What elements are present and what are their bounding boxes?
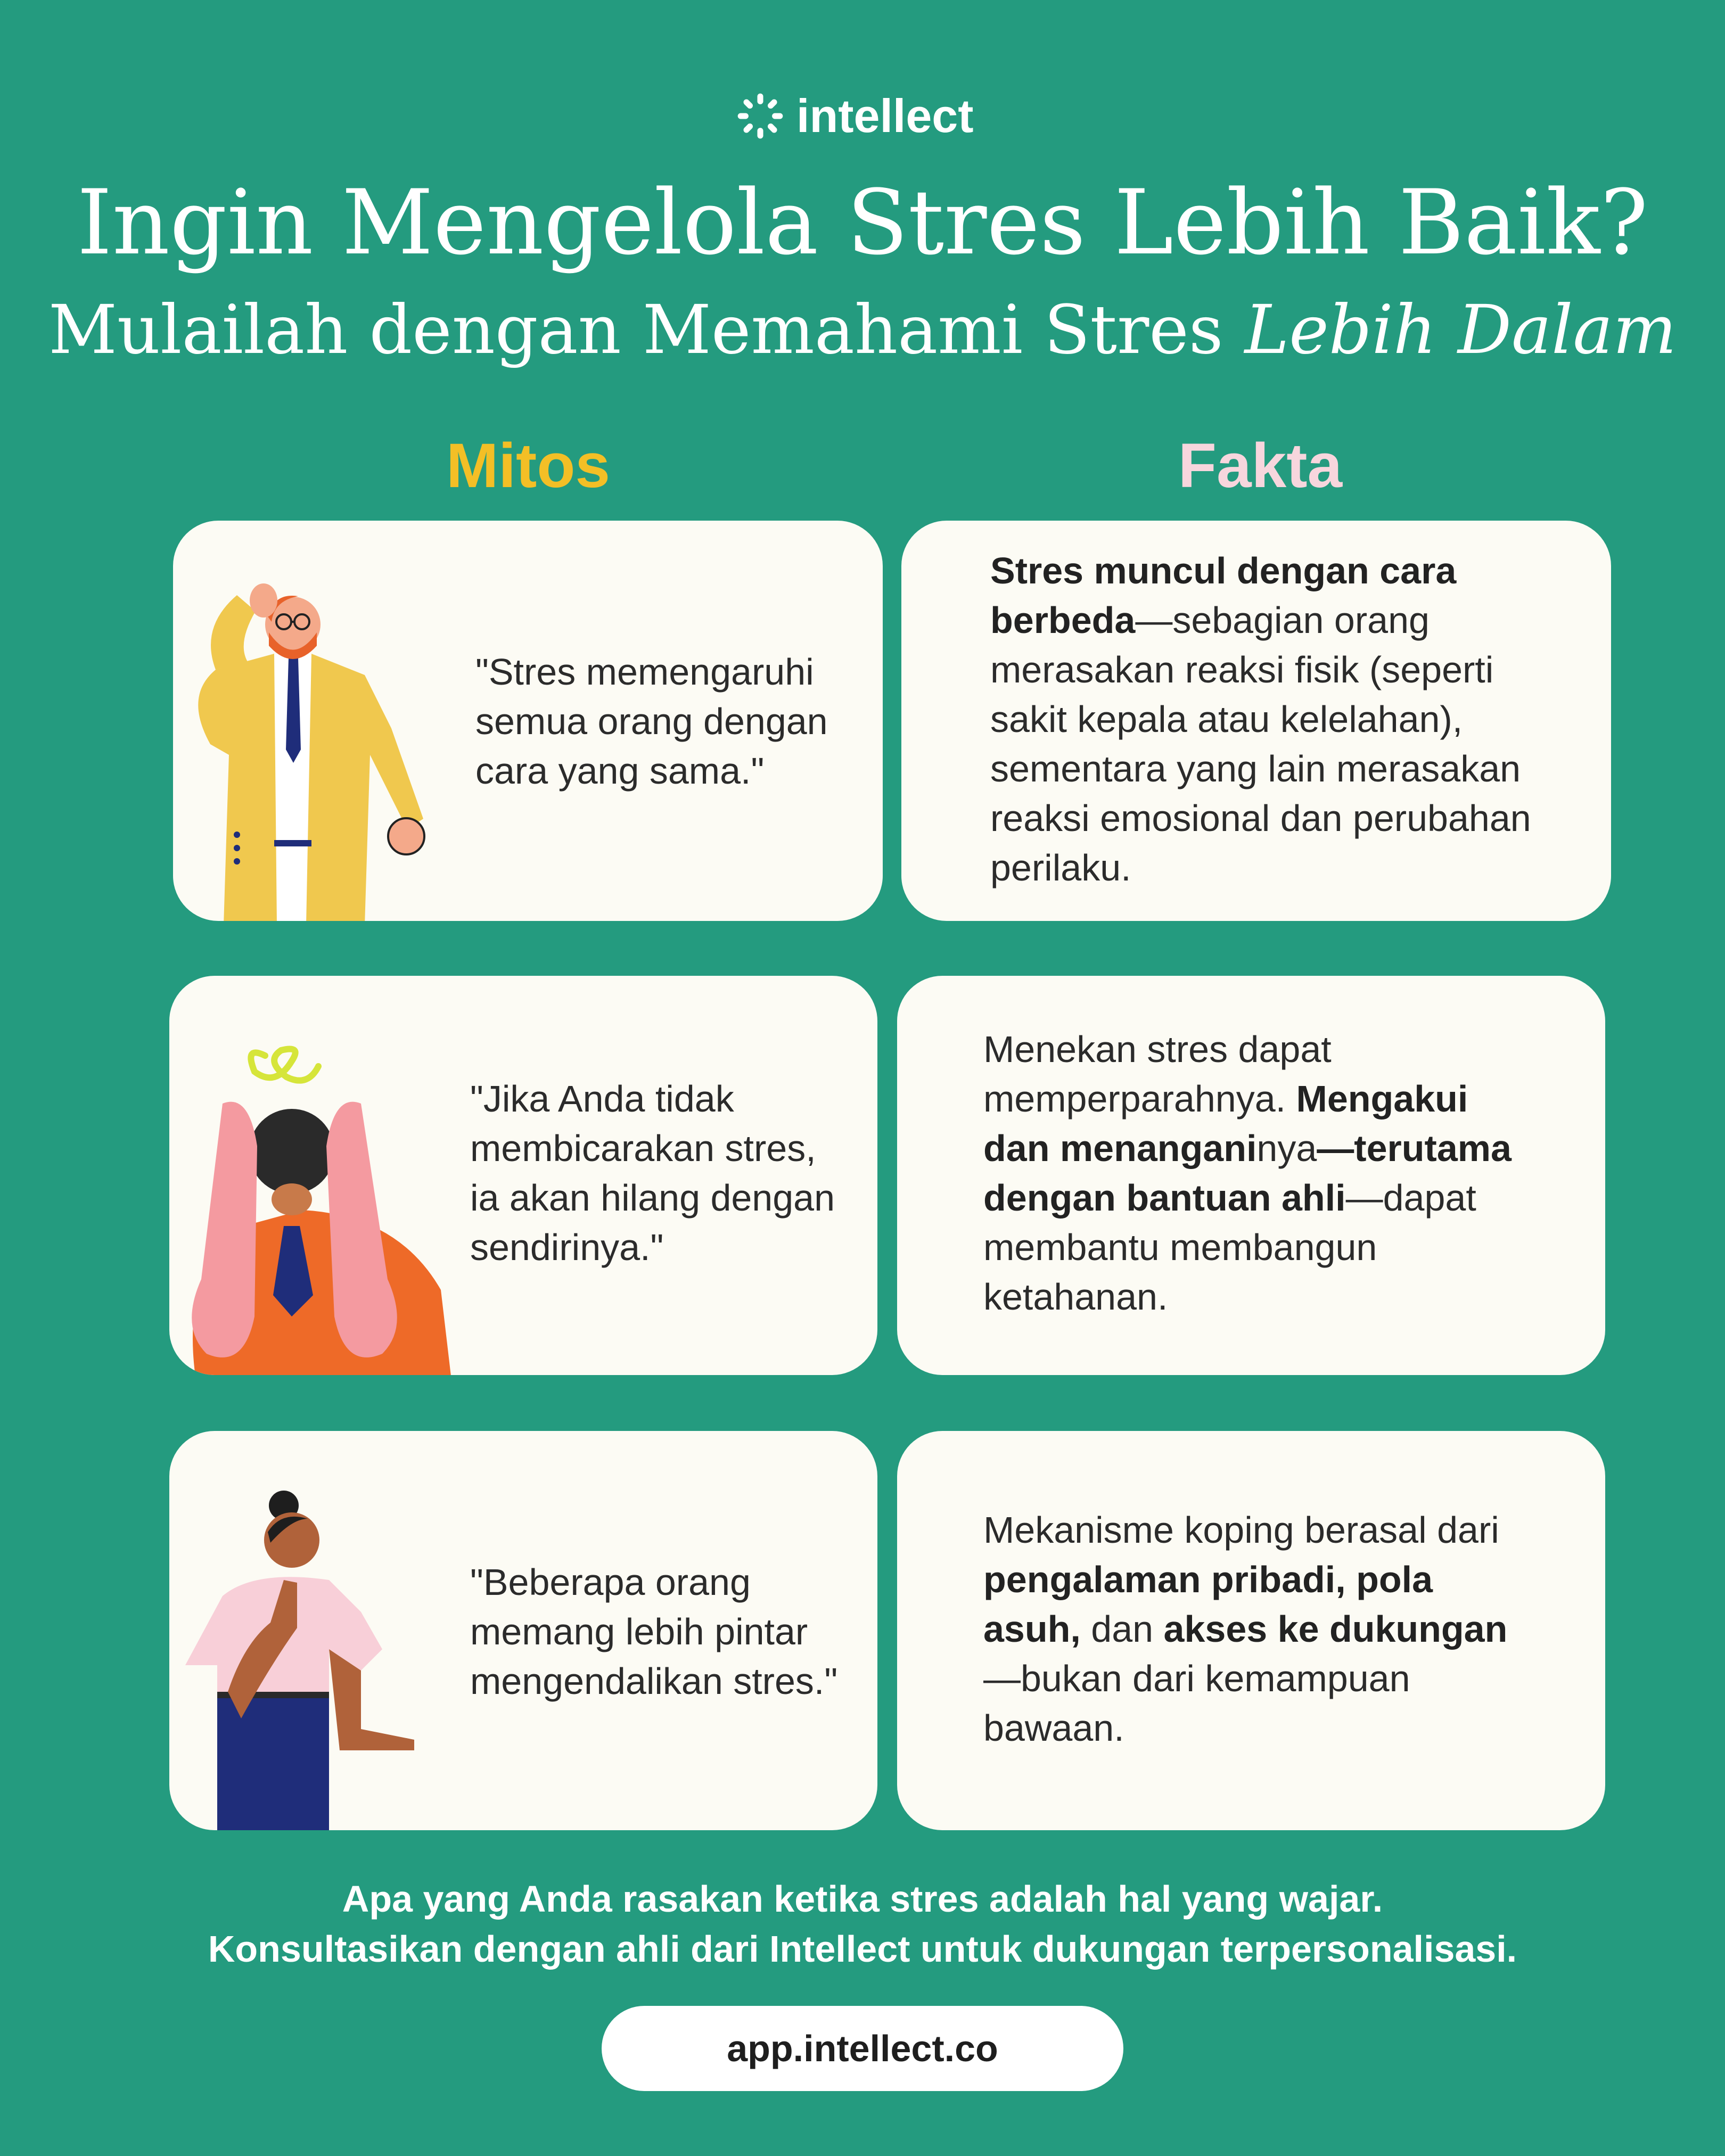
fact-run: —sebagian orang [1135, 599, 1430, 641]
fact-line [983, 1074, 1512, 1124]
fact-run: dan [1080, 1608, 1164, 1650]
fact-bold-run: pengalaman pribadi, pola [983, 1559, 1433, 1600]
fact-run: bawaan. [983, 1707, 1124, 1749]
fact-line [990, 695, 1531, 744]
website-link-button[interactable]: app.intellect.co [602, 2006, 1123, 2091]
fact-bold-run: —terutama [1317, 1128, 1512, 1169]
fact-line [983, 1555, 1507, 1604]
footer-message [0, 1874, 1725, 1974]
myth-line: "Beberapa orang [470, 1561, 751, 1603]
subtitle-italic: Lebih Dalam [1244, 291, 1677, 369]
brand-logo [736, 89, 974, 143]
fact-line [983, 1124, 1512, 1173]
stressed-person-illustration [169, 1040, 483, 1375]
fact-run: Menekan stres dapat [983, 1028, 1332, 1070]
myth-line: cara yang sama." [475, 750, 765, 792]
myth-line: "Stres memengaruhi [475, 651, 814, 693]
myth-line: memang lebih pintar [470, 1611, 808, 1652]
fact-text-3 [983, 1505, 1507, 1753]
fact-line [990, 794, 1531, 843]
fact-line [983, 1272, 1512, 1322]
man-thinking-illustration [173, 521, 487, 921]
fact-line [983, 1704, 1507, 1753]
fact-line [990, 645, 1531, 695]
fact-bold-run: dengan bantuan ahli [983, 1177, 1346, 1219]
fact-run: sementara yang lain merasakan [990, 748, 1521, 789]
myth-text-1 [475, 647, 828, 796]
myth-line: "Jika Anda tidak [470, 1078, 734, 1120]
sparkle-asterisk-icon [736, 92, 785, 141]
myth-line: ia akan hilang dengan [470, 1177, 835, 1219]
fact-line [983, 1025, 1512, 1074]
fact-bold-run: dan menangani [983, 1128, 1257, 1169]
fact-line [990, 843, 1531, 893]
myth-line: sendirinya." [470, 1227, 664, 1268]
myth-text-3 [470, 1558, 837, 1706]
fact-run: nya [1256, 1128, 1317, 1169]
fact-run: memperparahnya. [983, 1078, 1296, 1120]
fact-card-1 [901, 521, 1611, 921]
fact-column-heading: Fakta [1178, 431, 1343, 501]
myth-line: membicarakan stres, [470, 1128, 816, 1169]
myth-card-2 [169, 976, 877, 1375]
fact-line [983, 1505, 1507, 1555]
fact-line [983, 1223, 1512, 1272]
fact-text-2 [983, 1025, 1512, 1322]
page-title: Ingin Mengelola Stres Lebih Baik? [77, 170, 1648, 275]
myth-line: mengendalikan stres." [470, 1660, 838, 1702]
fact-run: —bukan dari kemampuan [983, 1658, 1410, 1699]
page-subtitle [0, 290, 1725, 370]
fact-bold-run: asuh, [983, 1608, 1081, 1650]
brand-name: intellect [796, 89, 974, 142]
fact-run: merasakan reaksi fisik (seperti [990, 649, 1494, 690]
myth-card-3 [169, 1431, 877, 1830]
fact-card-3 [897, 1431, 1605, 1830]
fact-run: perilaku. [990, 847, 1131, 888]
myth-text-2 [470, 1074, 835, 1272]
fact-run: —dapat [1345, 1177, 1476, 1219]
fact-run: ketahanan. [983, 1276, 1168, 1318]
fact-line [990, 546, 1531, 596]
fact-bold-run: akses ke dukungan [1163, 1608, 1508, 1650]
fact-bold-run: Stres muncul dengan cara [990, 550, 1457, 591]
myth-line: semua orang dengan [475, 701, 828, 742]
fact-run: membantu membangun [983, 1227, 1377, 1268]
fact-bold-run: berbeda [990, 599, 1136, 641]
footer-line-1: Apa yang Anda rasakan ketika stres adalah hal yang wajar. [342, 1878, 1383, 1920]
fact-line [990, 744, 1531, 794]
fact-run: reaksi emosional dan perubahan [990, 797, 1531, 839]
fact-card-2 [897, 976, 1605, 1375]
fact-line [990, 596, 1531, 645]
fact-run: Mekanisme koping berasal dari [983, 1509, 1499, 1551]
fact-run: sakit kepala atau kelelahan), [990, 698, 1463, 740]
fact-line [983, 1654, 1507, 1704]
myth-card-1 [173, 521, 883, 921]
myth-column-heading: Mitos [446, 431, 611, 501]
fact-line [983, 1604, 1507, 1654]
footer-line-2: Konsultasikan dengan ahli dari Intellect untuk dukungan terpersonalisasi. [208, 1928, 1517, 1970]
person-pondering-illustration [169, 1490, 457, 1830]
subtitle-plain: Mulailah dengan Memahami Stres [48, 291, 1245, 369]
fact-bold-run: Mengakui [1296, 1078, 1468, 1120]
fact-text-1 [990, 546, 1531, 893]
fact-line [983, 1173, 1512, 1223]
